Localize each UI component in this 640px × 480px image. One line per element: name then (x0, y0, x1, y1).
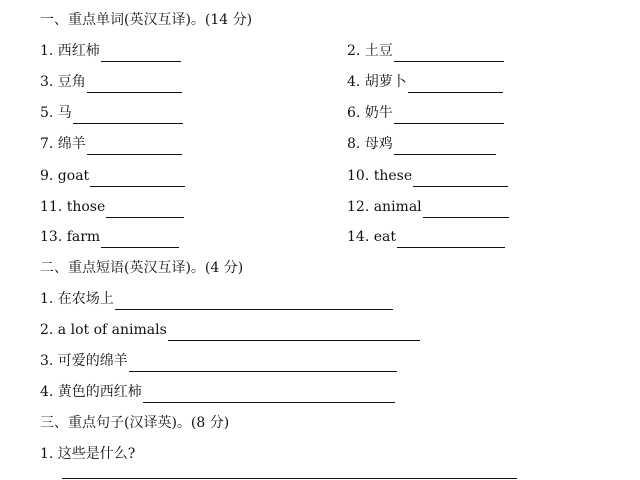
phrase-label: 2. a lot of animals (40, 322, 167, 338)
word-label: 6. 奶牛 (347, 105, 393, 121)
word-item-3 (40, 71, 182, 93)
answer-blank[interactable] (394, 45, 504, 62)
answer-blank[interactable] (87, 76, 182, 93)
word-item-11 (40, 196, 184, 218)
phrase-item-3 (40, 350, 397, 372)
word-item-6 (347, 102, 504, 124)
phrase-label: 4. 黄色的西红柿 (40, 384, 142, 400)
word-item-12 (347, 196, 509, 218)
word-item-1 (40, 40, 181, 62)
word-item-13 (40, 226, 179, 248)
word-item-10 (347, 165, 508, 187)
answer-blank[interactable] (397, 231, 505, 248)
word-label: 5. 马 (40, 105, 72, 121)
answer-blank[interactable] (90, 170, 185, 187)
word-item-14 (347, 226, 505, 248)
sentence-answer-line[interactable] (62, 478, 517, 479)
word-item-9 (40, 165, 185, 187)
word-item-4 (347, 71, 503, 93)
answer-blank[interactable] (168, 324, 420, 341)
word-label: 12. animal (347, 199, 422, 215)
word-label: 10. these (347, 168, 413, 184)
answer-blank[interactable] (115, 293, 393, 310)
word-label: 9. goat (40, 168, 90, 184)
word-item-2 (347, 40, 504, 62)
word-item-7 (40, 133, 182, 155)
answer-blank[interactable] (73, 107, 183, 124)
section-2-heading: 二、重点短语(英汉互译)。(4 分) (40, 260, 244, 276)
answer-blank[interactable] (129, 355, 397, 372)
section-3-heading: 三、重点句子(汉译英)。(8 分) (40, 415, 230, 431)
answer-blank[interactable] (413, 170, 508, 187)
answer-blank[interactable] (87, 138, 182, 155)
phrase-label: 3. 可爱的绵羊 (40, 353, 128, 369)
phrase-label: 1. 在农场上 (40, 291, 114, 307)
word-item-8 (347, 133, 496, 155)
phrase-item-2 (40, 319, 420, 341)
sentence-label: 1. 这些是什么? (40, 446, 136, 462)
word-label: 13. farm (40, 229, 101, 245)
phrase-item-4 (40, 381, 395, 403)
word-label: 11. those (40, 199, 106, 215)
word-label: 7. 绵羊 (40, 136, 86, 152)
answer-blank[interactable] (423, 201, 509, 218)
answer-blank[interactable] (394, 107, 504, 124)
word-label: 3. 豆角 (40, 74, 86, 90)
phrase-item-1 (40, 288, 393, 310)
section-1-heading: 一、重点单词(英汉互译)。(14 分) (40, 12, 253, 28)
word-label: 14. eat (347, 229, 396, 245)
answer-blank[interactable] (101, 45, 181, 62)
answer-blank[interactable] (408, 76, 503, 93)
answer-blank[interactable] (143, 386, 395, 403)
answer-blank[interactable] (394, 138, 496, 155)
sentence-item-1 (40, 443, 135, 465)
answer-blank[interactable] (106, 201, 184, 218)
word-label: 4. 胡萝卜 (347, 74, 407, 90)
word-item-5 (40, 102, 183, 124)
word-label: 1. 西红柿 (40, 43, 100, 59)
word-label: 2. 土豆 (347, 43, 393, 59)
answer-blank[interactable] (101, 231, 179, 248)
word-label: 8. 母鸡 (347, 136, 393, 152)
